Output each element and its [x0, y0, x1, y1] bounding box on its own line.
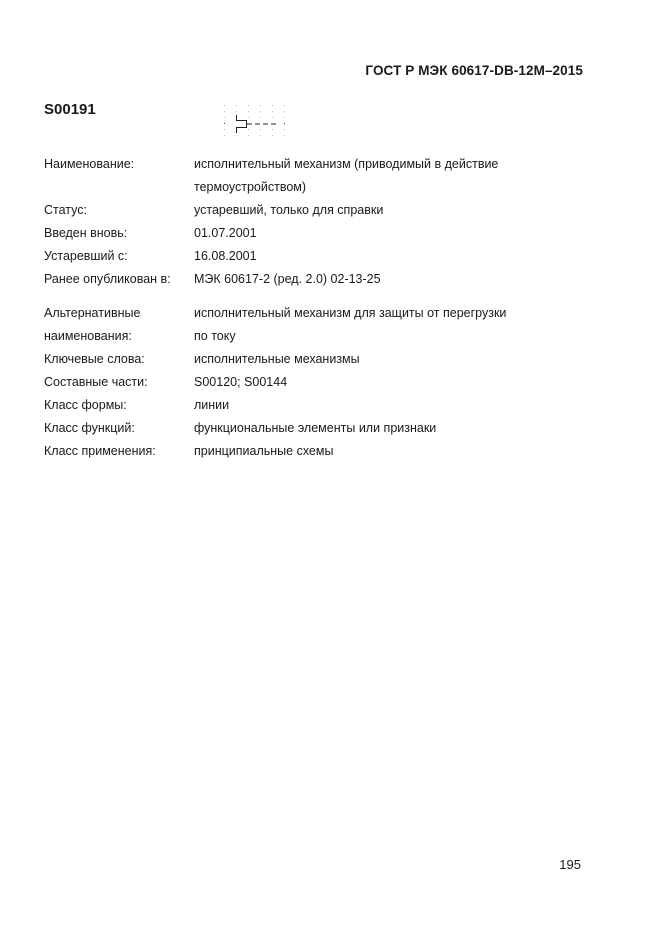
property-label [44, 176, 194, 199]
property-row-name-1 [44, 153, 506, 176]
property-row-alt-names-1 [44, 302, 506, 325]
property-value: исполнительный механизм (приводимый в действие [194, 157, 499, 171]
property-value: принципиальные схемы [194, 444, 334, 458]
actuator-symbol-icon [222, 101, 292, 141]
property-value: МЭК 60617-2 (ред. 2.0) 02-13-25 [194, 272, 381, 286]
property-value: устаревший, только для справки [194, 203, 384, 217]
property-row-function-class [44, 417, 506, 440]
property-value: термоустройством) [194, 180, 307, 194]
property-row-keywords [44, 348, 506, 371]
property-row-shape-class [44, 394, 506, 417]
property-label: Класс применения: [44, 444, 156, 458]
property-row-introduced [44, 222, 506, 245]
page-header-standard: ГОСТ Р МЭК 60617-DB-12M–2015 [365, 63, 583, 78]
property-value: 16.08.2001 [194, 249, 257, 263]
property-label: наименования: [44, 329, 132, 343]
symbol-id: S00191 [44, 101, 96, 118]
property-label: Введен вновь: [44, 226, 128, 240]
page-number: 195 [559, 857, 581, 872]
property-label: Наименование: [44, 157, 135, 171]
property-row-components [44, 371, 506, 394]
property-row-alt-names-2 [44, 325, 506, 348]
property-row-name-2 [44, 176, 506, 199]
property-label: Устаревший с: [44, 249, 128, 263]
property-label: Ранее опубликован в: [44, 272, 171, 286]
property-label: Составные части: [44, 375, 148, 389]
property-label: Класс функций: [44, 421, 135, 435]
property-row-previously-published [44, 268, 506, 291]
property-label: Класс формы: [44, 398, 127, 412]
property-value: линии [194, 398, 230, 412]
property-row-obsolete-since [44, 245, 506, 268]
property-label: Альтернативные [44, 306, 141, 320]
property-value: исполнительные механизмы [194, 352, 360, 366]
section-gap [44, 291, 506, 302]
property-value: по току [194, 329, 236, 343]
property-row-status [44, 199, 506, 222]
property-row-application-class [44, 440, 506, 463]
property-label: Статус: [44, 203, 87, 217]
property-value: функциональные элементы или признаки [194, 421, 437, 435]
symbol-graphic [222, 101, 292, 141]
property-value: 01.07.2001 [194, 226, 257, 240]
property-value: исполнительный механизм для защиты от перегрузки [194, 306, 507, 320]
property-label: Ключевые слова: [44, 352, 145, 366]
property-value: S00120; S00144 [194, 375, 288, 389]
symbol-properties [44, 153, 506, 463]
